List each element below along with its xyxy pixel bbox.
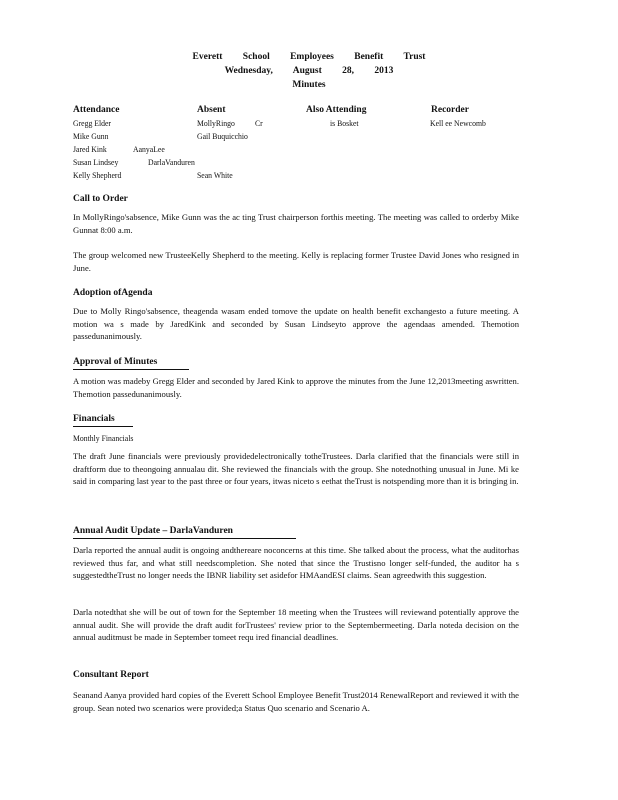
absent-name: MollyRingo (197, 118, 235, 128)
audit-paragraph: Darla reported the annual audit is ongoing andthereare noconcerns at this time. She talked about the process, what the auditorhas reviewed thus far, and what still needscompletion. She noted that since the Trustisno longer self-funded, the auditor ha s suggestedtheTrust no longer needs the IBNR liability set asidefor HMAandESI claims. Sean agreedwith this suggestion. (73, 545, 519, 581)
financials-subheading: Monthly Financials (73, 433, 134, 443)
attendee-name: Susan Lindsey (73, 157, 119, 167)
call-to-order-heading: Call to Order (73, 194, 128, 204)
approval-paragraph: A motion was madeby Gregg Elder and seconded by Jared Kink to approve the minutes from the June 12,2013meeting aswritten. Themotion passedunanimously. (73, 376, 519, 399)
attendee-name: Mike Gunn (73, 131, 109, 141)
also-attending-heading: Also Attending (306, 105, 367, 115)
absent-name: Sean White (197, 170, 233, 180)
financials-heading: Financials (73, 414, 115, 424)
attendee-name: Kelly Shepherd (73, 170, 122, 180)
meeting-date: Wednesday, August 28, 2013 (224, 66, 394, 76)
recorder-name: Kell ee Newcomb (430, 118, 486, 128)
recorder-heading: Recorder (431, 105, 469, 115)
absent-heading: Absent (197, 105, 226, 115)
adoption-heading: Adoption ofAgenda (73, 288, 153, 298)
document-title: Everett School Employees Benefit Trust (192, 52, 426, 62)
adoption-paragraph: Due to Molly Ringo'sabsence, theagenda wasam ended tomove the update on health benefit exchangesto a future meeting. A motion wa s made by JaredKink and seconded by Susan Lindseyto approve the agendaas amended. Themotion passedunanimously. (73, 306, 519, 342)
attendee-name: Jared Kink (73, 144, 107, 154)
audit-heading-underline (73, 538, 296, 539)
consultant-heading: Consultant Report (73, 670, 149, 680)
approval-heading-underline (73, 369, 189, 370)
financials-paragraph: The draft June financials were previously providedelectronically totheTrustees. Darla clarified that the financials were still in draftform due to theongoing annualau dit. She reviewed the financials with the group. She notednothing unusual in June. Mi ke said in comparing last year to the past three or four years, itwas niceto s eethat theTrust is notspending more than it is bringing in. (73, 451, 519, 487)
financials-heading-underline (73, 426, 133, 427)
audit-paragraph-2: Darla notedthat she will be out of town for the September 18 meeting when the Trustees will reviewand potentially approve the annual audit. She will provide the draft audit forTrustees' review prior to the Septembermeeting. Darla noteda decision on the annual auditmust be made in September tomeet requ ired financial deadlines. (73, 607, 519, 643)
consultant-paragraph: Seanand Aanya provided hard copies of the Everett School Employee Benefit Trust2014 RenewalReport and reviewed it with the group. Sean noted two scenarios were provided;a Status Quo scenario and Scenario A. (73, 690, 519, 713)
call-to-order-paragraph: In MollyRingo'sabsence, Mike Gunn was the ac ting Trust chairperson forthis meeting. The meeting was called to orderby Mike Gunnat 8:00 a.m. (73, 212, 519, 235)
attendee-name: Gregg Elder (73, 118, 112, 128)
absent-name: Gail Buquicchio (197, 131, 248, 141)
also-attending-name: is Bosket (330, 118, 359, 128)
also-attending-name: Cr (255, 118, 263, 128)
attendee-name: DarlaVanduren (148, 157, 195, 167)
audit-heading: Annual Audit Update – DarlaVanduren (73, 526, 233, 536)
attendee-name: AanyaLee (133, 144, 165, 154)
approval-heading: Approval of Minutes (73, 357, 158, 367)
call-to-order-paragraph-2: The group welcomed new TrusteeKelly Shepherd to the meeting. Kelly is replacing former Trustee David Jones who resigned in June. (73, 250, 519, 273)
document-subtitle: Minutes (292, 80, 326, 90)
attendance-heading: Attendance (73, 105, 120, 115)
